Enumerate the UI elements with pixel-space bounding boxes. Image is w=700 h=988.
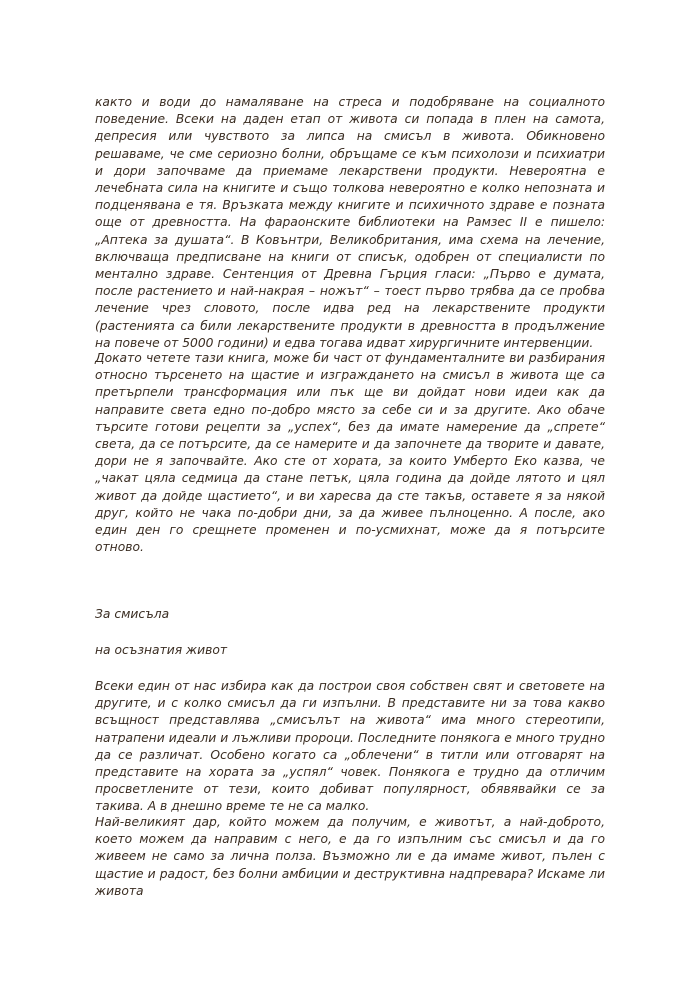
body-paragraph: Най-великият дар, който можем да получим, е животът, а най-доброто, което можем да направим с него, е да го изпълним със смисъл и да го живеем не само за лична полза. Възможно ли е да имаме живот, пълен с щастие и радост, без болни амбиции и деструктивна надпревара? Искаме ли живота: [95, 815, 605, 898]
body-paragraph: Докато четете тази книга, може би част от фундаменталните ви разбирания относно търсенето на щастие и изграждането на смисъл в живота ще са претърпели трансформация или пък ще ви дойдат нови идеи как да направите света едно по-добро място за себе си и за другите. Ако обаче търсите готови рецепти за „успех“, без да имате намерение да „спрете“ света, да се потърсите, да се намерите и да започнете да творите и давате, дори не я започвайте. Ако сте от хората, за които Умберто Еко казва, че „чакат цяла седмица да стане петък, цяла година да дойде лятото и цял живот да дойде щастието“, и ви харесва да сте такъв, оставете я за някой друг, който не чака по-добри дни, за да живее пълноценно. А после, ако един ден го срещнете променен и по-усмихнат, може да я потърсите отново.: [95, 351, 605, 555]
body-paragraph: Всеки един от нас избира как да построи своя собствен свят и световете на другите, и с колко смисъл да ги изпълни. В представите ни за това какво всъщност представлява „смисълът на живота“ има много стереотипи, натрапени идеали и лъжливи пророци. Последните понякога е много трудно да се различат. Особено когато са „облечени“ в титли или отговарят на представите на хората за „успял“ човек. Понякога е трудно да отличим просветлените от тези, които добиват популярност, обявявайки се за такива. А в днешно време те не са малко.: [95, 679, 605, 814]
body-paragraph: както и води до намаляване на стреса и подобряване на социалното поведение. Всеки на даден етап от живота си попада в плен на самота, депресия или чувството за липса на смисъл в живота. Обикновено решаваме, че сме сериозно болни, обръщаме се към психолози и психиатри и дори започваме да приемаме лекарствени продукти. Невероятна е лечебната сила на книгите и също толкова невероятно е колко непозната и подценявана е тя. Връзката между книгите и психичното здраве е позната още от древността. На фараонските библиотеки на Рамзес II е пишело: „Аптека за душата“. В Ковънтри, Великобритания, има схема на лечение, включваща предписване на книги от списък, одобрен от специалисти по ментално здраве. Сентенция от Древна Гърция гласи: „Първо е думата, после растението и най-накрая – ножът“ – тоест първо трябва да се пробва лечение чрез словото, после идва ред на лекарствените продукти (растенията са били лекарствените продукти в древността в продължение на повече от 5000 години) и едва тогава идват хирургичните интервенции.: [95, 95, 605, 350]
section-subheading: на осъзнатия живот: [95, 643, 228, 657]
section-heading: За смисъла: [95, 607, 170, 621]
